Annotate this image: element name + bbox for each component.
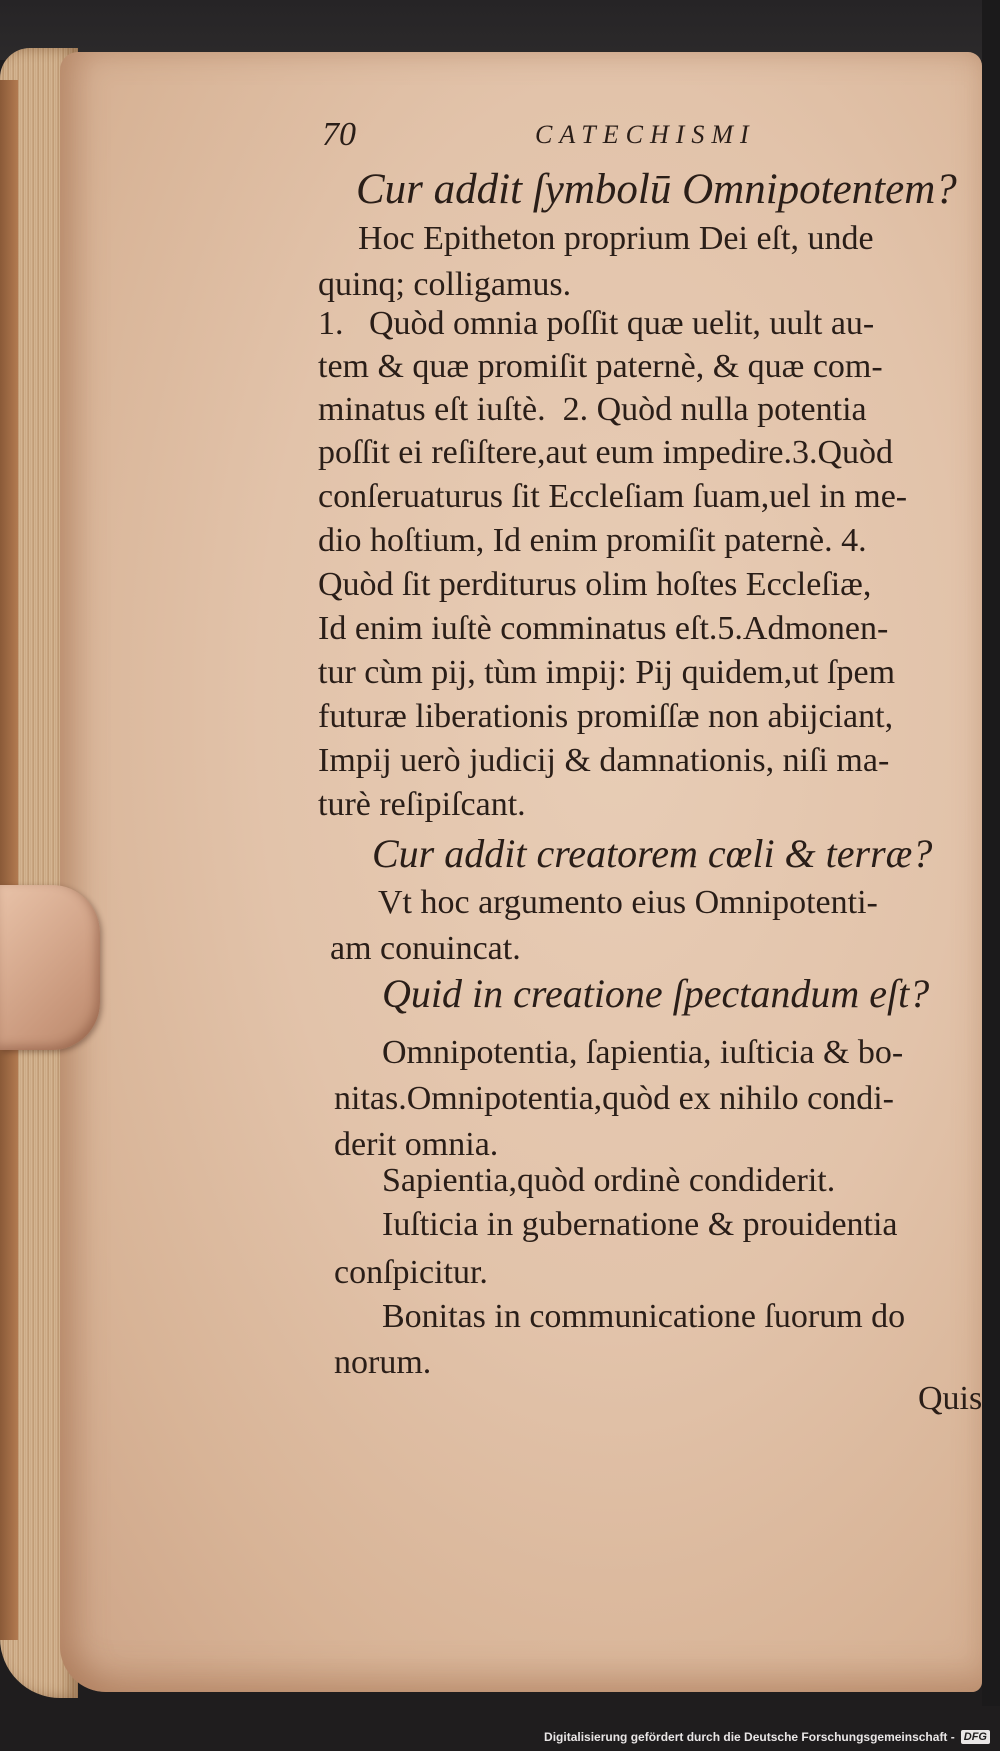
page-number: 70 [322,116,356,153]
text-line: tur cùm pij, tùm impij: Pij quidem,ut ſpem [318,654,896,691]
text-line: Omnipotentia, ſapientia, iuſticia & bo- [382,1034,904,1071]
text-line: 1. Quòd omnia poſſit quæ uelit, uult au- [318,305,875,342]
text-line: Vt hoc argumento eius Omnipotenti- [378,884,878,921]
dfg-logo: DFG [961,1730,990,1744]
text-line: futuræ liberationis promiſſæ non abijciant, [318,698,894,735]
text-line: Iuſticia in gubernatione & prouidentia [382,1206,898,1243]
text-line: Id enim iuſtè comminatus eſt.5.Admonen- [318,610,889,647]
running-head: CATECHISMI [535,120,756,149]
question-heading: Quid in creatione ſpectandum eſt? [382,971,930,1016]
text-line: norum. [334,1344,432,1381]
scanner-background-top [0,0,1000,60]
text-line: conſpicitur. [334,1254,488,1291]
text-line: conſeruaturus ſit Eccleſiam ſuam,uel in me- [318,478,908,515]
footer-text: Digitalisierung gefördert durch die Deutsche Forschungsgemeinschaft - [544,1730,955,1744]
question-heading: Cur addit ſymbolū Omnipotentem? [356,166,957,213]
text-line: am conuincat. [330,930,521,967]
book-binding [0,80,18,1640]
text-line: Hoc Epitheton proprium Dei eſt, unde [358,220,874,257]
text-line: quinq; colligamus. [318,266,572,303]
text-line: minatus eſt iuſtè. 2. Quòd nulla potentia [318,391,867,428]
text-line: turè reſipiſcant. [318,786,526,823]
text-line: Quòd ſit perditurus olim hoſtes Eccleſiæ, [318,566,872,603]
footer-credit [544,1728,990,1746]
scanner-background-right [982,0,1000,1751]
text-line: Sapientia,quòd ordinè condiderit. [382,1162,836,1199]
text-line: derit omnia. [334,1126,499,1163]
text-line: tem & quæ promiſit paternè, & quæ com- [318,348,883,385]
question-heading: Cur addit creatorem cœli & terræ? [372,831,933,876]
text-line: Bonitas in communicatione ſuorum do [382,1298,906,1335]
catchword: Quis [918,1380,983,1417]
book-clasp [0,885,100,1050]
text-line: Impij uerò judicij & damnationis, niſi ma- [318,742,890,779]
text-line: dio hoſtium, Id enim promiſit paternè. 4. [318,522,867,559]
text-line: nitas.Omnipotentia,quòd ex nihilo condi- [334,1080,894,1117]
text-line: poſſit ei reſiſtere,aut eum impedire.3.Quòd [318,434,893,471]
